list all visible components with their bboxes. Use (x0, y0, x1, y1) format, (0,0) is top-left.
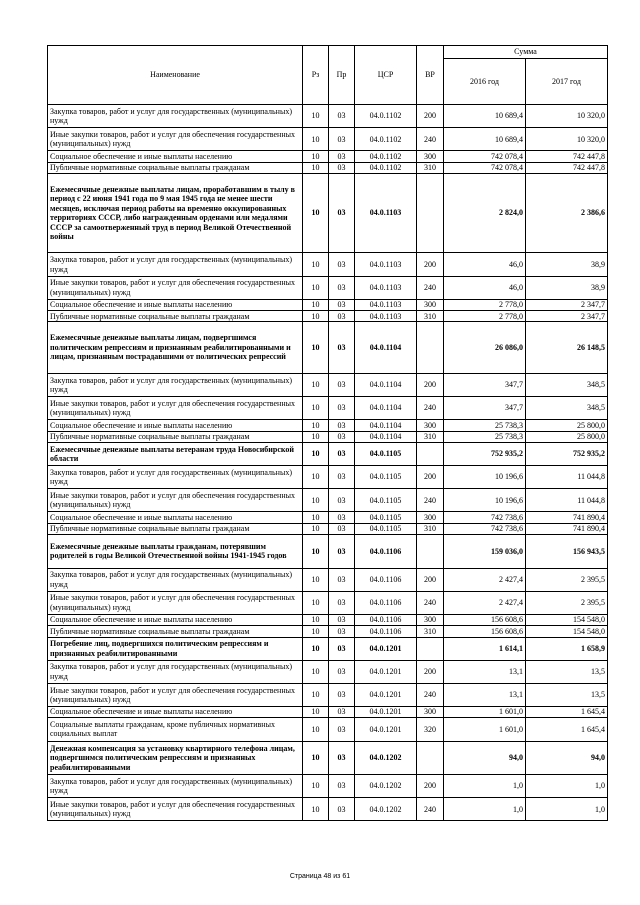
cell-name: Иные закупки товаров, работ и услуг для обеспечения государственных (муниципальных) нужд (48, 683, 303, 706)
cell-rz: 10 (303, 535, 329, 569)
cell-2017: 94,0 (526, 741, 608, 775)
header-csr: ЦСР (355, 46, 417, 105)
cell-pr: 03 (329, 442, 355, 465)
table-row (48, 614, 608, 625)
cell-pr: 03 (329, 626, 355, 637)
cell-rz: 10 (303, 442, 329, 465)
cell-2016: 2 427,4 (444, 591, 526, 614)
cell-rz: 10 (303, 105, 329, 128)
cell-2016: 742 078,4 (444, 162, 526, 173)
cell-vr: 300 (417, 614, 444, 625)
cell-2016: 347,7 (444, 373, 526, 396)
cell-vr: 300 (417, 151, 444, 162)
cell-vr: 310 (417, 626, 444, 637)
cell-rz: 10 (303, 373, 329, 396)
cell-pr: 03 (329, 591, 355, 614)
cell-name: Социальное обеспечение и иные выплаты населению (48, 707, 303, 718)
table-row (48, 626, 608, 637)
cell-2016: 46,0 (444, 253, 526, 276)
cell-vr: 240 (417, 489, 444, 512)
cell-name: Социальное обеспечение и иные выплаты населению (48, 299, 303, 310)
cell-vr: 200 (417, 660, 444, 683)
cell-vr (417, 442, 444, 465)
cell-2016: 2 427,4 (444, 568, 526, 591)
cell-2017: 1 645,4 (526, 718, 608, 741)
section-row (48, 322, 608, 374)
cell-csr: 04.0.1105 (355, 523, 417, 534)
cell-vr: 200 (417, 775, 444, 798)
cell-csr: 04.0.1106 (355, 535, 417, 569)
section-row (48, 637, 608, 660)
table-row (48, 162, 608, 173)
cell-vr (417, 741, 444, 775)
cell-name: Закупка товаров, работ и услуг для государственных (муниципальных) нужд (48, 373, 303, 396)
cell-csr: 04.0.1106 (355, 626, 417, 637)
cell-pr: 03 (329, 431, 355, 442)
cell-rz: 10 (303, 299, 329, 310)
cell-2016: 25 738,3 (444, 431, 526, 442)
cell-name: Иные закупки товаров, работ и услуг для обеспечения государственных (муниципальных) нужд (48, 276, 303, 299)
cell-name: Ежемесячные денежные выплаты гражданам, потерявшим родителей в годы Великой Отечественной войны 1941-1945 годов (48, 535, 303, 569)
cell-csr: 04.0.1201 (355, 718, 417, 741)
cell-name: Социальное обеспечение и иные выплаты населению (48, 512, 303, 523)
cell-pr: 03 (329, 420, 355, 431)
cell-pr: 03 (329, 523, 355, 534)
cell-vr: 200 (417, 373, 444, 396)
cell-name: Социальное обеспечение и иные выплаты населению (48, 151, 303, 162)
cell-2016: 159 036,0 (444, 535, 526, 569)
cell-2017: 38,9 (526, 253, 608, 276)
cell-vr: 240 (417, 591, 444, 614)
cell-rz: 10 (303, 660, 329, 683)
cell-csr: 04.0.1105 (355, 466, 417, 489)
cell-2016: 2 778,0 (444, 311, 526, 322)
cell-name: Публичные нормативные социальные выплаты гражданам (48, 162, 303, 173)
cell-csr: 04.0.1105 (355, 512, 417, 523)
cell-pr: 03 (329, 489, 355, 512)
cell-pr: 03 (329, 535, 355, 569)
table-row (48, 253, 608, 276)
cell-vr: 320 (417, 718, 444, 741)
cell-2016: 347,7 (444, 397, 526, 420)
cell-2017: 741 890,4 (526, 512, 608, 523)
cell-2017: 741 890,4 (526, 523, 608, 534)
cell-rz: 10 (303, 466, 329, 489)
table-row (48, 489, 608, 512)
cell-rz: 10 (303, 775, 329, 798)
page-number: Страница 48 из 61 (289, 873, 351, 880)
cell-2016: 26 086,0 (444, 322, 526, 374)
cell-vr: 240 (417, 397, 444, 420)
cell-csr: 04.0.1104 (355, 431, 417, 442)
header-year-2016: 2016 год (444, 59, 526, 105)
cell-csr: 04.0.1102 (355, 128, 417, 151)
table-row (48, 568, 608, 591)
table-row (48, 420, 608, 431)
cell-rz: 10 (303, 591, 329, 614)
cell-rz: 10 (303, 253, 329, 276)
cell-rz: 10 (303, 707, 329, 718)
cell-csr: 04.0.1103 (355, 173, 417, 253)
cell-2017: 26 148,5 (526, 322, 608, 374)
cell-2017: 2 395,5 (526, 568, 608, 591)
cell-2016: 10 196,6 (444, 489, 526, 512)
table-row (48, 466, 608, 489)
cell-2016: 13,1 (444, 660, 526, 683)
cell-csr: 04.0.1106 (355, 614, 417, 625)
cell-rz: 10 (303, 311, 329, 322)
cell-2017: 2 395,5 (526, 591, 608, 614)
table-row (48, 775, 608, 798)
cell-name: Иные закупки товаров, работ и услуг для обеспечения государственных (муниципальных) нужд (48, 128, 303, 151)
cell-name: Социальные выплаты гражданам, кроме публичных нормативных социальных выплат (48, 718, 303, 741)
cell-name: Закупка товаров, работ и услуг для государственных (муниципальных) нужд (48, 253, 303, 276)
table-row (48, 523, 608, 534)
cell-vr: 300 (417, 512, 444, 523)
cell-pr: 03 (329, 798, 355, 821)
cell-pr: 03 (329, 276, 355, 299)
cell-name: Ежемесячные денежные выплаты лицам, подвергшимся политическим репрессиям и признанным реабилитированными и лицам, признанным пострадавшими от политических репрессий (48, 322, 303, 374)
cell-2017: 348,5 (526, 397, 608, 420)
cell-csr: 04.0.1104 (355, 397, 417, 420)
cell-vr: 310 (417, 311, 444, 322)
cell-2017: 11 044,8 (526, 466, 608, 489)
cell-pr: 03 (329, 775, 355, 798)
cell-rz: 10 (303, 741, 329, 775)
cell-name: Иные закупки товаров, работ и услуг для обеспечения государственных (муниципальных) нужд (48, 591, 303, 614)
cell-csr: 04.0.1102 (355, 162, 417, 173)
cell-2016: 10 689,4 (444, 128, 526, 151)
cell-name: Иные закупки товаров, работ и услуг для обеспечения государственных (муниципальных) нужд (48, 397, 303, 420)
cell-csr: 04.0.1104 (355, 322, 417, 374)
cell-name: Ежемесячные денежные выплаты лицам, проработавшим в тылу в период с 22 июня 1941 года по 9 мая 1945 года не менее шести месяцев, исключая период работы на временно оккупированных территориях СССР, либо награжденным орденами или медалями СССР за самоотверженный труд в период Великой Отечественной войны (48, 173, 303, 253)
cell-name: Закупка товаров, работ и услуг для государственных (муниципальных) нужд (48, 568, 303, 591)
cell-2017: 2 347,7 (526, 299, 608, 310)
cell-pr: 03 (329, 162, 355, 173)
cell-2016: 46,0 (444, 276, 526, 299)
cell-rz: 10 (303, 683, 329, 706)
table-row (48, 707, 608, 718)
table-row (48, 151, 608, 162)
cell-name: Публичные нормативные социальные выплаты гражданам (48, 523, 303, 534)
cell-pr: 03 (329, 660, 355, 683)
cell-vr: 310 (417, 162, 444, 173)
cell-2016: 742 738,6 (444, 523, 526, 534)
cell-2016: 2 824,0 (444, 173, 526, 253)
cell-csr: 04.0.1103 (355, 299, 417, 310)
cell-vr: 240 (417, 128, 444, 151)
cell-name: Закупка товаров, работ и услуг для государственных (муниципальных) нужд (48, 660, 303, 683)
table-row (48, 311, 608, 322)
table-body (48, 105, 608, 821)
cell-csr: 04.0.1104 (355, 420, 417, 431)
cell-csr: 04.0.1201 (355, 637, 417, 660)
cell-rz: 10 (303, 798, 329, 821)
cell-2016: 2 778,0 (444, 299, 526, 310)
cell-name: Публичные нормативные социальные выплаты гражданам (48, 311, 303, 322)
cell-pr: 03 (329, 299, 355, 310)
cell-2017: 13,5 (526, 660, 608, 683)
cell-2016: 742 738,6 (444, 512, 526, 523)
cell-pr: 03 (329, 512, 355, 523)
cell-2017: 11 044,8 (526, 489, 608, 512)
cell-2017: 1,0 (526, 798, 608, 821)
cell-vr (417, 173, 444, 253)
cell-vr: 240 (417, 798, 444, 821)
cell-csr: 04.0.1102 (355, 151, 417, 162)
section-row (48, 173, 608, 253)
cell-csr: 04.0.1105 (355, 442, 417, 465)
cell-2017: 25 800,0 (526, 420, 608, 431)
cell-vr (417, 535, 444, 569)
cell-2017: 2 386,6 (526, 173, 608, 253)
cell-vr: 200 (417, 105, 444, 128)
cell-name: Публичные нормативные социальные выплаты гражданам (48, 431, 303, 442)
cell-2016: 156 608,6 (444, 614, 526, 625)
table-row (48, 683, 608, 706)
table-row (48, 591, 608, 614)
cell-2017: 752 935,2 (526, 442, 608, 465)
cell-2016: 10 689,4 (444, 105, 526, 128)
cell-csr: 04.0.1202 (355, 741, 417, 775)
cell-2017: 348,5 (526, 373, 608, 396)
cell-2016: 25 738,3 (444, 420, 526, 431)
cell-rz: 10 (303, 637, 329, 660)
table-row (48, 128, 608, 151)
table-row (48, 431, 608, 442)
cell-vr: 300 (417, 299, 444, 310)
cell-2016: 742 078,4 (444, 151, 526, 162)
cell-vr: 310 (417, 523, 444, 534)
header-rz: Рз (303, 46, 329, 105)
cell-csr: 04.0.1105 (355, 489, 417, 512)
cell-rz: 10 (303, 173, 329, 253)
cell-pr: 03 (329, 718, 355, 741)
cell-pr: 03 (329, 707, 355, 718)
cell-csr: 04.0.1202 (355, 775, 417, 798)
cell-pr: 03 (329, 151, 355, 162)
cell-2017: 1 658,9 (526, 637, 608, 660)
table-row (48, 105, 608, 128)
cell-vr: 200 (417, 253, 444, 276)
table-row (48, 276, 608, 299)
cell-rz: 10 (303, 162, 329, 173)
cell-pr: 03 (329, 741, 355, 775)
cell-2017: 2 347,7 (526, 311, 608, 322)
cell-pr: 03 (329, 466, 355, 489)
cell-2017: 10 320,0 (526, 105, 608, 128)
cell-2016: 10 196,6 (444, 466, 526, 489)
cell-csr: 04.0.1106 (355, 591, 417, 614)
table-row (48, 798, 608, 821)
cell-2016: 1,0 (444, 798, 526, 821)
cell-csr: 04.0.1104 (355, 373, 417, 396)
cell-pr: 03 (329, 397, 355, 420)
cell-pr: 03 (329, 637, 355, 660)
cell-name: Социальное обеспечение и иные выплаты населению (48, 614, 303, 625)
table-row (48, 373, 608, 396)
header-vr: ВР (417, 46, 444, 105)
cell-pr: 03 (329, 322, 355, 374)
cell-name: Ежемесячные денежные выплаты ветеранам труда Новосибирской области (48, 442, 303, 465)
cell-csr: 04.0.1103 (355, 253, 417, 276)
cell-2016: 1 614,1 (444, 637, 526, 660)
cell-pr: 03 (329, 614, 355, 625)
cell-rz: 10 (303, 322, 329, 374)
cell-csr: 04.0.1201 (355, 707, 417, 718)
table-row (48, 512, 608, 523)
cell-2017: 25 800,0 (526, 431, 608, 442)
cell-2017: 10 320,0 (526, 128, 608, 151)
cell-csr: 04.0.1201 (355, 660, 417, 683)
table-row (48, 718, 608, 741)
cell-pr: 03 (329, 128, 355, 151)
cell-2016: 94,0 (444, 741, 526, 775)
cell-rz: 10 (303, 420, 329, 431)
cell-name: Закупка товаров, работ и услуг для государственных (муниципальных) нужд (48, 466, 303, 489)
cell-2016: 1 601,0 (444, 718, 526, 741)
cell-2016: 13,1 (444, 683, 526, 706)
cell-name: Иные закупки товаров, работ и услуг для обеспечения государственных (муниципальных) нужд (48, 489, 303, 512)
cell-name: Закупка товаров, работ и услуг для государственных (муниципальных) нужд (48, 105, 303, 128)
cell-2017: 38,9 (526, 276, 608, 299)
cell-vr (417, 322, 444, 374)
section-row (48, 741, 608, 775)
cell-rz: 10 (303, 431, 329, 442)
cell-csr: 04.0.1201 (355, 683, 417, 706)
cell-vr: 240 (417, 683, 444, 706)
cell-rz: 10 (303, 523, 329, 534)
cell-vr: 200 (417, 568, 444, 591)
cell-vr: 200 (417, 466, 444, 489)
cell-rz: 10 (303, 512, 329, 523)
cell-csr: 04.0.1103 (355, 276, 417, 299)
cell-rz: 10 (303, 397, 329, 420)
cell-pr: 03 (329, 253, 355, 276)
cell-2016: 1,0 (444, 775, 526, 798)
cell-vr: 310 (417, 431, 444, 442)
cell-csr: 04.0.1103 (355, 311, 417, 322)
table-row (48, 299, 608, 310)
cell-csr: 04.0.1102 (355, 105, 417, 128)
cell-vr: 300 (417, 420, 444, 431)
cell-pr: 03 (329, 373, 355, 396)
cell-name: Погребение лиц, подвергшихся политическим репрессиям и признанных реабилитированными (48, 637, 303, 660)
cell-csr: 04.0.1106 (355, 568, 417, 591)
cell-pr: 03 (329, 311, 355, 322)
cell-2017: 154 548,0 (526, 626, 608, 637)
cell-2016: 1 601,0 (444, 707, 526, 718)
cell-name: Закупка товаров, работ и услуг для государственных (муниципальных) нужд (48, 775, 303, 798)
cell-2016: 156 608,6 (444, 626, 526, 637)
cell-name: Социальное обеспечение и иные выплаты населению (48, 420, 303, 431)
cell-rz: 10 (303, 568, 329, 591)
header-name: Наименование (48, 46, 303, 105)
cell-pr: 03 (329, 105, 355, 128)
cell-name: Денежная компенсация за установку квартирного телефона лицам, подвергшимся политическим репрессиям и признанных реабилитированными (48, 741, 303, 775)
cell-rz: 10 (303, 614, 329, 625)
section-row (48, 442, 608, 465)
cell-rz: 10 (303, 718, 329, 741)
cell-2017: 154 548,0 (526, 614, 608, 625)
cell-2017: 742 447,8 (526, 162, 608, 173)
cell-2017: 1 645,4 (526, 707, 608, 718)
cell-rz: 10 (303, 276, 329, 299)
header-sum: Сумма (444, 46, 608, 59)
cell-rz: 10 (303, 489, 329, 512)
cell-2017: 1,0 (526, 775, 608, 798)
table-row (48, 397, 608, 420)
cell-pr: 03 (329, 173, 355, 253)
cell-name: Публичные нормативные социальные выплаты гражданам (48, 626, 303, 637)
cell-rz: 10 (303, 151, 329, 162)
cell-vr: 300 (417, 707, 444, 718)
cell-2017: 742 447,8 (526, 151, 608, 162)
header-year-2017: 2017 год (526, 59, 608, 105)
cell-2017: 156 943,5 (526, 535, 608, 569)
cell-rz: 10 (303, 128, 329, 151)
table-row (48, 660, 608, 683)
cell-2016: 752 935,2 (444, 442, 526, 465)
cell-pr: 03 (329, 683, 355, 706)
cell-pr: 03 (329, 568, 355, 591)
header-pr: Пр (329, 46, 355, 105)
cell-vr: 240 (417, 276, 444, 299)
header-row-top (48, 46, 608, 59)
cell-csr: 04.0.1202 (355, 798, 417, 821)
cell-rz: 10 (303, 626, 329, 637)
cell-2017: 13,5 (526, 683, 608, 706)
cell-name: Иные закупки товаров, работ и услуг для обеспечения государственных (муниципальных) нужд (48, 798, 303, 821)
section-row (48, 535, 608, 569)
cell-vr (417, 637, 444, 660)
budget-table (47, 45, 608, 821)
